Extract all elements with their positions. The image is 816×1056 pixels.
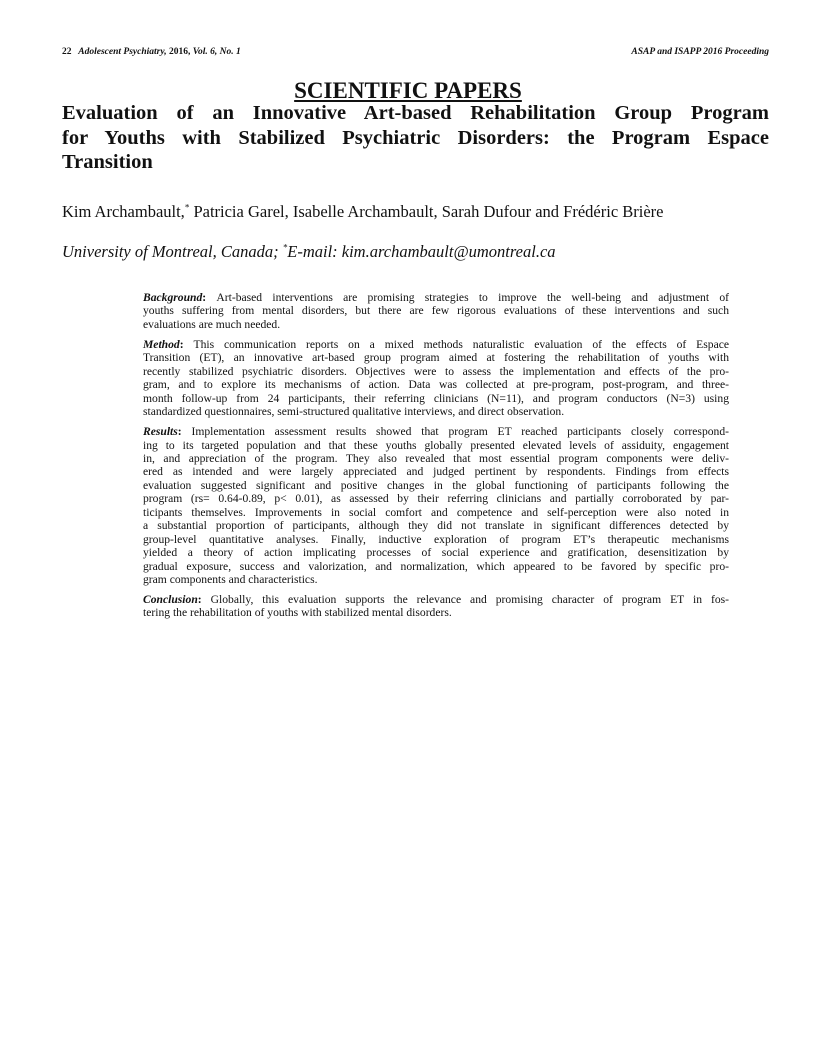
line-text: recently stabilized psychiatric disorders. Objectives were to assess the implementation and effects of the pro-: [143, 364, 729, 378]
abstract-background: [143, 291, 729, 331]
first-author: Kim Archambault,: [62, 202, 185, 221]
text-line: [143, 533, 729, 546]
text-line: [143, 492, 729, 505]
abstract-conclusion: [143, 593, 729, 620]
line-text: evaluation suggested significant and positive changes in the global functioning of participants following the: [143, 478, 729, 492]
abstract: [143, 291, 729, 626]
text-line: [143, 378, 729, 391]
line-text: ing to its targeted population and that these youths globally presented elevated levels of assiduity, engagement: [143, 438, 729, 452]
section-title: SCIENTIFIC PAPERS: [294, 78, 522, 103]
text-line: [143, 573, 729, 586]
line-text: gram components and characteristics.: [143, 573, 318, 587]
line-text: gradual exposure, success and valorization, and normalization, which appeared to be favored by specific pro-: [143, 559, 729, 573]
text-line: [143, 465, 729, 478]
line-text: in, and appreciation of the program. They also revealed that most essential program components were deliv-: [143, 451, 729, 465]
journal-year: 2016,: [168, 47, 191, 57]
line-text: evaluations are much needed.: [143, 317, 281, 331]
abstract-results: [143, 425, 729, 586]
affiliation: [62, 242, 556, 262]
line-text: tering the rehabilitation of youths with stabilized mental disorders.: [143, 606, 452, 620]
text-line: [143, 365, 729, 378]
text-line: [143, 560, 729, 573]
email: E-mail: kim.archambault@umontreal.ca: [287, 242, 556, 261]
running-header-right: ASAP and ISAPP 2016 Proceeding: [631, 47, 769, 57]
paper-title: [62, 101, 769, 175]
text-line: Conclusion: Globally, this evaluation supports the relevance and promising character of program ET in fos-: [143, 593, 730, 607]
line-text: month follow-up from 24 participants, their referring clinicians (N=11), and program conductors (N=3) using: [143, 391, 729, 405]
line-text: program (rs= 0.64-0.89, p< 0.01), as assessed by their referring clinicians and partially corroborated by par-: [143, 492, 729, 506]
text-line: [143, 439, 729, 452]
text-line: Method: This communication reports on a mixed methods naturalistic evaluation of the effects of Espace: [143, 337, 730, 351]
text-line: [143, 606, 729, 619]
text-line: [143, 318, 729, 331]
abstract-label: Method: [143, 337, 180, 351]
line-text: Globally, this evaluation supports the relevance and promising character of program ET in fos-: [210, 593, 730, 607]
line-text: Implementation assessment results showed that program ET reached participants closely correspond-: [191, 425, 729, 439]
corresponding-mark: *: [184, 202, 190, 213]
abstract-label: Background: [143, 291, 203, 304]
page-number: 22: [62, 47, 72, 57]
line-text: gram, and to explore its mechanisms of action. Data was collected at pre-program, post-program, and three-: [143, 378, 729, 392]
other-authors: Patricia Garel, Isabelle Archambault, Sarah Dufour and Frédéric Brière: [189, 202, 664, 221]
line-text: Art-based interventions are promising strategies to improve the well-being and adjustment of: [216, 291, 729, 304]
text-line: [143, 546, 729, 559]
text-line: [143, 304, 729, 317]
text-line: Results: Implementation assessment results showed that program ET reached participants closely correspond-: [143, 425, 729, 439]
text-line: [143, 351, 729, 364]
corresponding-mark: *: [282, 242, 288, 253]
line-text: group-level quantitative analyses. Finally, inductive exploration of program ET’s therapeutic mechanisms: [143, 532, 729, 546]
text-line: [143, 392, 729, 405]
line-text: a substantial proportion of participants, although they did not translate in significant differences detected by: [143, 519, 729, 533]
text-line: [143, 506, 729, 519]
line-text: yielded a theory of action implicating processes of social experience and gratification, desensitization by: [143, 546, 729, 560]
line-text: ered as intended and were largely appreciated and judged pertinent by respondents. Findings from effects: [143, 465, 729, 479]
running-header-left: [62, 47, 241, 57]
line-text: Transition (ET), an innovative art-based group program aimed at fostering the rehabilitation of youths with: [143, 351, 729, 365]
line-text: standardized questionnaires, semi-structured qualitative interviews, and direct observation.: [143, 405, 565, 419]
title-line: for Youths with Stabilized Psychiatric Disorders: the Program Espace: [62, 126, 769, 149]
text-line: Background: Art-based interventions are promising strategies to improve the well-being and adjustment of: [143, 291, 729, 304]
affiliation-text: University of Montreal, Canada;: [62, 242, 283, 261]
title-line: Transition: [62, 151, 153, 173]
text-line: [143, 452, 729, 465]
line-text: This communication reports on a mixed methods naturalistic evaluation of the effects of Espace: [193, 337, 730, 351]
line-text: ticipants themselves. Improvements in social comfort and competence and self-perception were also noted in: [143, 505, 729, 519]
journal-name: Adolescent Psychiatry,: [78, 47, 167, 57]
line-text: youths suffering from mental disorders, but there are few rigorous evaluations of these interventions and such: [143, 304, 729, 318]
text-line: [143, 519, 729, 532]
text-line: [143, 479, 729, 492]
journal-volume: Vol. 6, No. 1: [192, 47, 241, 57]
authors: [62, 202, 664, 222]
text-line: [143, 405, 729, 418]
abstract-method: [143, 338, 729, 419]
abstract-label: Conclusion: [143, 593, 198, 607]
abstract-label: Results: [143, 425, 178, 439]
title-line: Evaluation of an Innovative Art-based Rehabilitation Group Program: [62, 102, 769, 124]
